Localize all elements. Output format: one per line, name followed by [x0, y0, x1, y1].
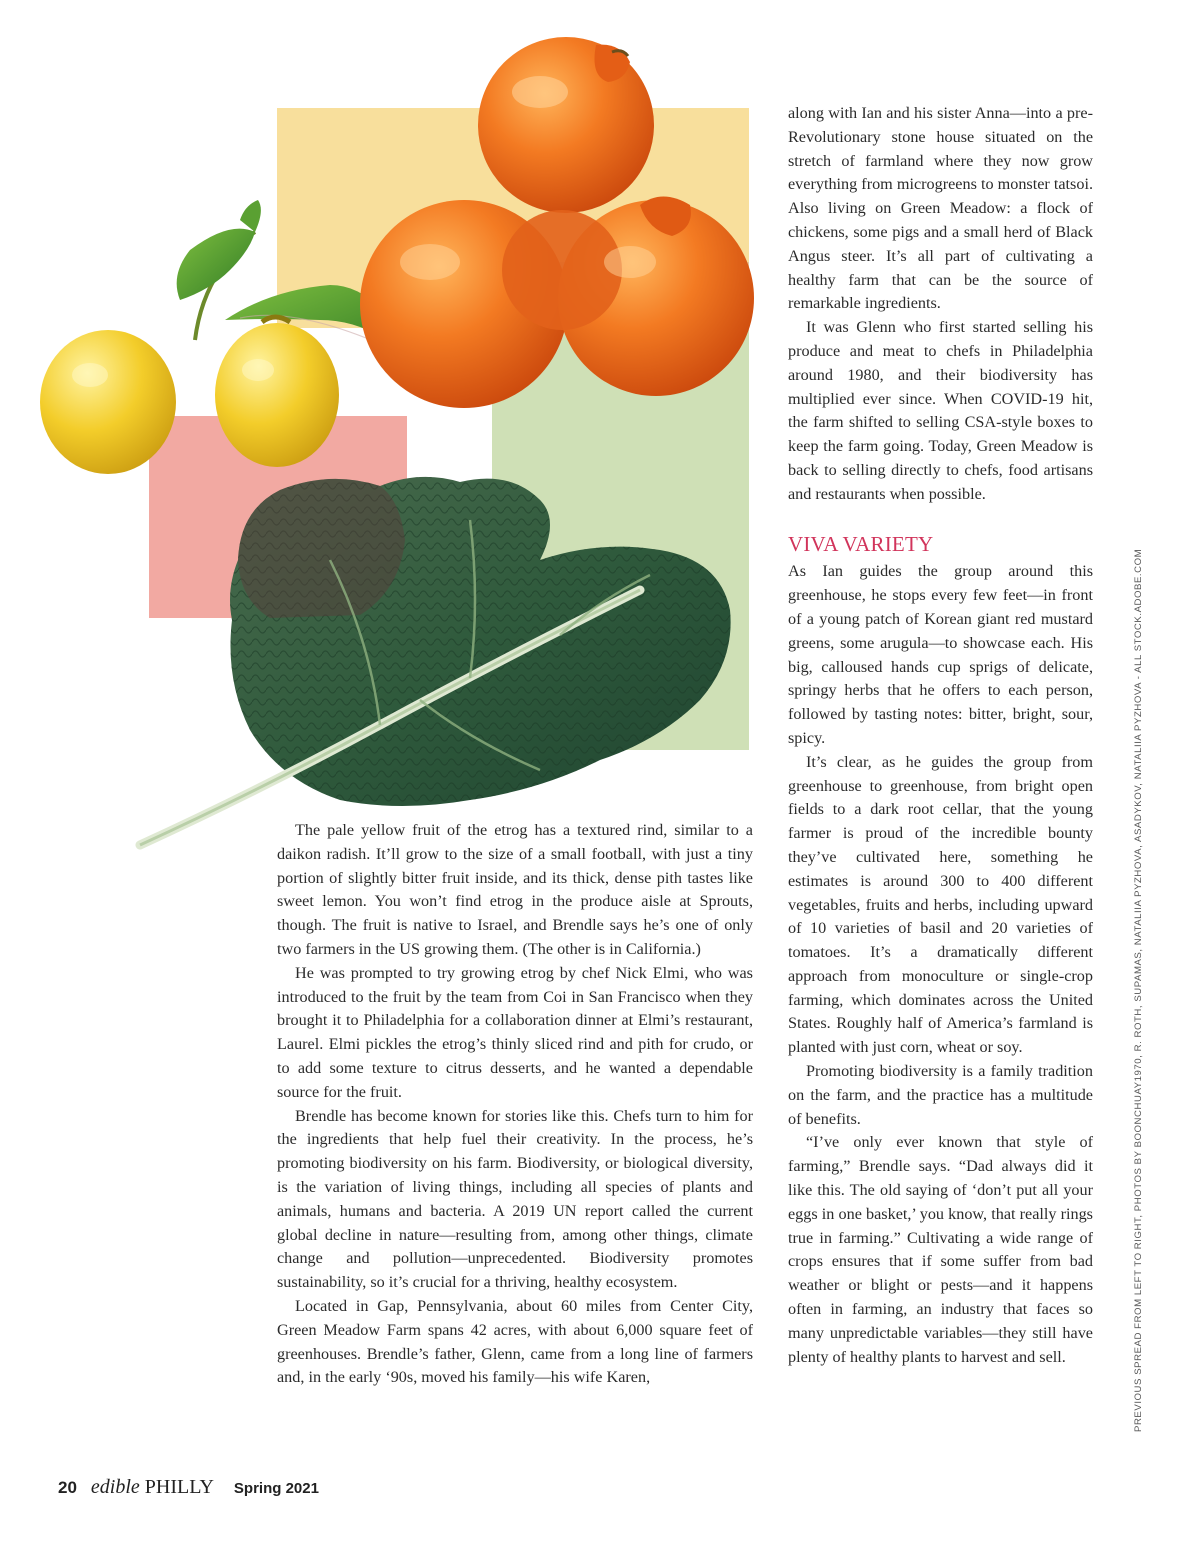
magazine-name: [91, 1476, 214, 1499]
page-footer: [58, 1476, 319, 1499]
photo-credit: PREVIOUS SPREAD FROM LEFT TO RIGHT, PHOTOS BY BOONCHUAY1970, R. ROTH, SUPAMAS, NATALIIA PYZHOVA, ASADYKOV, NATALIIA PYZHOVA - ALL STOCK.ADOBE.COM: [1133, 548, 1144, 1432]
magazine-prefix: edible: [90, 1476, 140, 1498]
right-paragraph-5: Promoting biodiversity is a family tradition on the farm, and the practice has a multitude of benefits.: [788, 1062, 1093, 1128]
issue-date: Spring 2021: [233, 1480, 319, 1497]
section-subhead: VIVA VARIETY: [788, 531, 934, 556]
produce-illustration: [0, 0, 800, 880]
left-paragraph-2: He was prompted to try growing etrog by chef Nick Elmi, who was introduced to the fruit by the team from Coi in San Francisco when they brought it to Philadelphia for a collaboration dinner at Elmi’s restaurant, Laurel. Elmi pickles the etrog’s thinly sliced rind and pith for crudo, or to add some texture to citrus desserts, and he wanted a dependable source for the fruit.: [277, 963, 753, 1101]
right-paragraph-1: along with Ian and his sister Anna—into a pre-Revolutionary stone house situated on the stretch of farmland where they now grow everything from microgreens to monster tatsoi. Also living on Green Meadow: a flock of chickens, some pigs and a small herd of Black Angus steer. It’s all part of cultivating a healthy farm that can be the source of remarkable ingredients.: [788, 104, 1093, 313]
left-paragraph-4: Located in Gap, Pennsylvania, about 60 miles from Center City, Green Meadow Farm spans 42 acres, with about 6,000 square feet of greenhouses. Brendle’s father, Glenn, came from a long line of farmers and, in the early ‘90s, moved his family—his wife Karen,: [277, 1296, 753, 1387]
magazine-title: PHILLY: [144, 1476, 214, 1498]
right-paragraph-4: It’s clear, as he guides the group from greenhouse to greenhouse, from bright open fields to a dark root cellar, that the young farmer is proud of the incredible bounty they’ve cultivated here, something he estimates is around 300 to 400 different vegetables, fruits and herbs, including upward of 10 varieties of basil and 20 varieties of tomatoes. It’s a dramatically different approach from monoculture or single-crop farming, which dominates across the United States. Roughly half of America’s farmland is planted with just corn, wheat or soy.: [788, 752, 1093, 1057]
left-paragraph-3: Brendle has become known for stories like this. Chefs turn to him for the ingredients that help fuel their creativity. In the process, he’s promoting biodiversity on his farm. Biodiversity, or biological diversity, is the variation of living things, including all species of plants and animals, humans and bacteria. A 2019 UN report called the current global decline in nature—resulting from, among other things, climate change and pollution—unprecedented. Biodiversity promotes sustainability, so it’s crucial for a thriving, healthy ecosystem.: [277, 1106, 753, 1292]
right-paragraph-3: As Ian guides the group around this greenhouse, he stops every few feet—in front of a young patch of Korean giant red mustard greens, some arugula—to showcase each. His big, calloused hands cup sprigs of delicate, springy herbs that he offers to each person, followed by tasting notes: bitter, bright, sour, spicy.: [788, 562, 1093, 747]
right-paragraph-6: “I’ve only ever known that style of farming,” Brendle says. “Dad always did it like this. The old saying of ‘don’t put all your eggs in one basket,’ you know, that really rings true in farming.” Cultivating a wide range of crops ensures that if some suffer from bad weather or blight or pests—and it happens often in farming, an industry that faces so many unpredictable variables—they still have plenty of healthy plants to harvest and sell.: [788, 1133, 1093, 1366]
left-column: [277, 819, 753, 1390]
page-number: 20: [58, 1478, 77, 1497]
right-column: [788, 102, 1093, 1369]
right-paragraph-2: It was Glenn who first started selling his produce and meat to chefs in Philadelphia around 1980, and their biodiversity has multiplied ever since. When COVID-19 hit, the farm shifted to selling CSA-style boxes to keep the farm going. Today, Green Meadow is back to selling directly to chefs, food artisans and restaurants when possible.: [788, 318, 1093, 503]
left-paragraph-1: The pale yellow fruit of the etrog has a textured rind, similar to a daikon radish. It’ll grow to the size of a small football, with just a tiny portion of slightly bitter fruit inside, and its thick, dense pith tastes like sweet lemon. You won’t find etrog in the produce aisle at Sprouts, though. The fruit is native to Israel, and Brendle says he’s one of only two farmers in the US growing them. (The other is in California.): [277, 821, 753, 958]
